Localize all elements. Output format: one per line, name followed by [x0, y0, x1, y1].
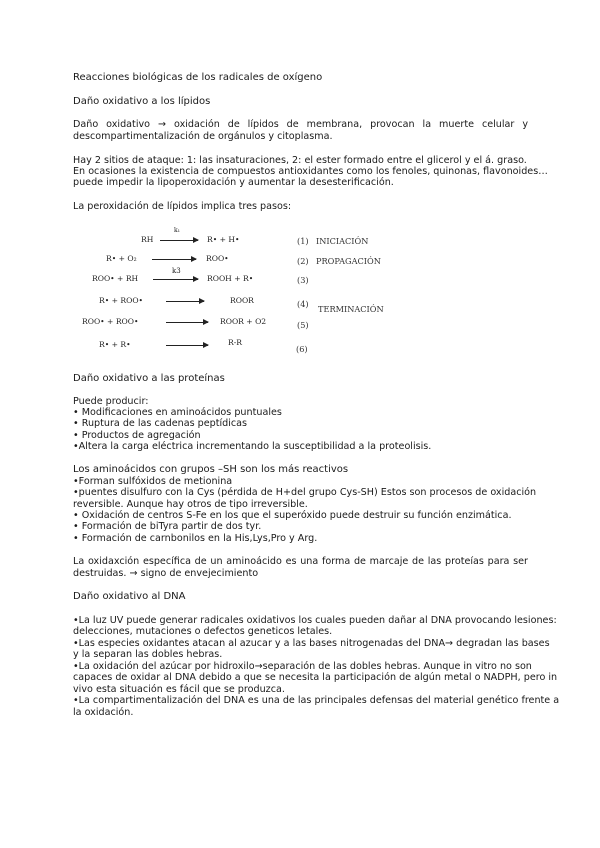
text-line: delecciones, mutaciones o defectos geneticos letales.: [73, 626, 333, 637]
list-item: • Formación de carnbonilos en la His,Lys,Pro y Arg.: [73, 533, 318, 544]
reaction-arrow: [160, 240, 198, 241]
reaction-arrow: [166, 301, 204, 302]
text-line: Daño oxidativo → oxidación de lípidos de membrana, provocan la muerte celular y: [73, 119, 528, 130]
heading-dna: Daño oxidativo al DNA: [73, 591, 186, 602]
text-line: destruidas. → signo de envejecimiento: [73, 568, 259, 579]
product: ROOH + R•: [207, 274, 254, 283]
text-line: •La oxidación del azúcar por hidroxilo→separación de las dobles hebras. Aunque in vitro no son: [73, 661, 532, 672]
text-line: la oxidación.: [73, 707, 134, 718]
reaction-number: (1): [297, 236, 309, 246]
stage-label: TERMINACIÓN: [318, 304, 384, 314]
reaction-number: (2): [297, 256, 309, 266]
list-item: •Altera la carga eléctrica incrementando la susceptibilidad a la proteolisis.: [73, 441, 432, 452]
reactant: R• + R•: [99, 340, 131, 349]
text-line: y la separan las dobles hebras.: [73, 649, 223, 660]
product: R-R: [228, 338, 243, 347]
text-line: Hay 2 sitios de ataque: 1: las insaturaciones, 2: el ester formado entre el glicerol y el á. graso.: [73, 155, 527, 166]
stage-label: INICIACIÓN: [316, 236, 369, 246]
reaction-number: (4): [297, 299, 309, 309]
product: R• + H•: [207, 235, 240, 244]
reaction-number: (5): [297, 320, 309, 330]
list-item: •Forman sulfóxidos de metionina: [73, 476, 233, 487]
reaction-number: (3): [297, 275, 309, 285]
page-title: Reacciones biológicas de los radicales de oxígeno: [73, 72, 323, 83]
text-line: vivo esta situación es fácil que se produzca.: [73, 684, 285, 695]
text-line: •Las especies oxidantes atacan al azucar y a las bases nitrogenadas del DNA→ degradan las bases: [73, 638, 550, 649]
reaction-arrow: [166, 345, 208, 346]
stage-label: PROPAGACIÓN: [316, 256, 381, 266]
text-line: puede impedir la lipoperoxidación y aumentar la desesterificación.: [73, 177, 394, 188]
product: ROO•: [206, 254, 229, 263]
list-item: • Oxidación de centros S-Fe en los que el superóxido puede destruir su función enzimática.: [73, 510, 512, 521]
reactant: ROO• + RH: [92, 274, 139, 283]
rate-constant: k3: [172, 267, 181, 275]
reactant: RH: [141, 235, 154, 244]
text-line: Puede producir:: [73, 396, 149, 407]
text-line: La peroxidación de lípidos implica tres pasos:: [73, 201, 292, 212]
reaction-arrow: [152, 259, 196, 260]
text-line: •La compartimentalización del DNA es una de las principales defensas del material genético frente a: [73, 695, 560, 706]
text-line: •La luz UV puede generar radicales oxidativos los cuales pueden dañar al DNA provocando lesiones:: [73, 615, 557, 626]
list-item: • Productos de agregación: [73, 430, 201, 441]
list-item: • Modificaciones en aminoácidos puntuales: [73, 407, 282, 418]
reaction-arrow: [166, 322, 208, 323]
rate-constant: k₁: [174, 227, 181, 234]
reactant: ROO• + ROO•: [82, 317, 139, 326]
product: ROOR + O2: [220, 317, 267, 326]
text-line: capaces de oxidar al DNA debido a que se necesita la participación de algún metal o NADPH, pero in: [73, 672, 558, 683]
reactant: R• + ROO•: [99, 296, 144, 305]
heading-lipids: Daño oxidativo a los lípidos: [73, 96, 211, 107]
reactant: R• + O₂: [106, 254, 137, 263]
list-item: • Formación de biTyra partir de dos tyr.: [73, 521, 262, 532]
list-item: • Ruptura de las cadenas peptídicas: [73, 418, 248, 429]
reaction-number: (6): [296, 344, 308, 354]
text-line: descompartimentalización de orgánulos y citoplasma.: [73, 131, 333, 142]
text-line: La oxidaxción específica de un aminoácido es una forma de marcaje de las proteías para ser: [73, 556, 528, 567]
text-line: En ocasiones la existencia de compuestos antioxidantes como los fenoles, quinonas, flavonoides…: [73, 166, 548, 177]
reaction-arrow: [153, 279, 198, 280]
list-item: •puentes disulfuro con la Cys (pérdida de H+del grupo Cys-SH) Estos son procesos de oxidación: [73, 487, 537, 498]
list-item: reversible. Aunque hay otros de tipo irreversible.: [73, 499, 308, 510]
subheading-sh: Los aminoácidos con grupos –SH son los más reactivos: [73, 464, 349, 475]
heading-proteins: Daño oxidativo a las proteínas: [73, 373, 225, 384]
product: ROOR: [230, 296, 254, 305]
